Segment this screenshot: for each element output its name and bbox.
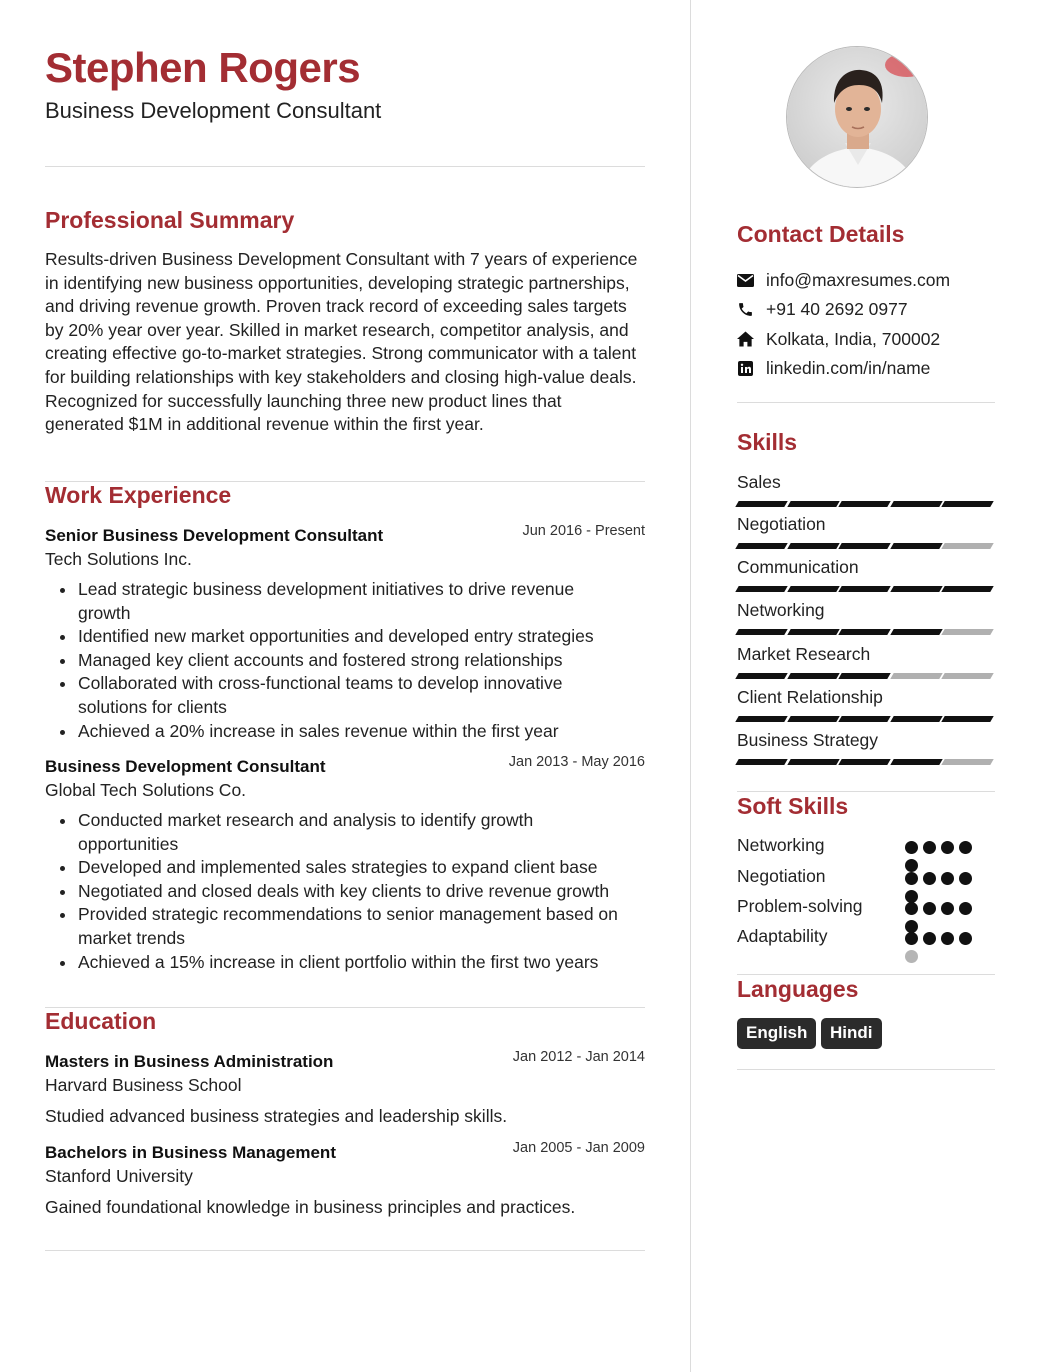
soft-skill-dot-filled [941, 932, 954, 945]
job-bullet: Identified new market opportunities and developed entry strategies [78, 625, 645, 649]
skill-name: Negotiation [737, 514, 826, 534]
skill-bar-filled [838, 759, 890, 765]
skill-bar-empty [942, 673, 994, 679]
skill-bar-filled [890, 543, 942, 549]
job-bullet: Developed and implemented sales strategies to expand client base [78, 856, 645, 880]
job-title: Business Development Consultant [45, 757, 326, 776]
edu-description: Studied advanced business strategies and leadership skills. [45, 1106, 508, 1126]
skill-bar-empty [890, 673, 942, 679]
skill-row [737, 730, 995, 765]
contact-title: Contact Details [737, 221, 905, 247]
skill-bar-filled [787, 501, 839, 507]
skill-bar-filled [838, 673, 890, 679]
skill-level-bar [737, 629, 995, 635]
soft-skill-dot-filled [959, 902, 972, 915]
skill-bar-filled [735, 586, 787, 592]
soft-skill-dot-empty [905, 950, 918, 963]
skill-level-bar [737, 716, 995, 722]
skill-bar-filled [890, 629, 942, 635]
job-bullet: Provided strategic recommendations to senior management based on market trends [78, 903, 645, 950]
skill-row [737, 514, 995, 549]
skill-level-bar [737, 543, 995, 549]
skill-bar-empty [942, 543, 994, 549]
contact-linkedin-text: linkedin.com/in/name [766, 357, 931, 378]
soft-skill-dot-filled [923, 841, 936, 854]
edu-date: Jan 2012 - Jan 2014 [512, 1049, 645, 1065]
language-badge: Hindi [821, 1018, 882, 1049]
skill-bar-filled [838, 586, 890, 592]
contact-address-text: Kolkata, India, 700002 [766, 328, 941, 349]
skill-row [737, 472, 995, 507]
summary-text: Results-driven Business Development Consultant with 7 years of experience in identifying new business opportunities, developing strategic partnerships, and driving revenue growth. Proven track record of exceeding sales targets by 20% year over year. Skilled in market research, competitor analysis, and creating effective go-to-market strategies. Strong communicator with a talent for building relationships with key stakeholders and closing high-value deals. Recognized for successfully launching three new product lines that generated $1M in additional revenue within the first year. [45, 249, 638, 435]
education-entry [45, 1140, 645, 1218]
skill-name: Market Research [737, 644, 871, 664]
skill-level-bar [737, 501, 995, 507]
skill-bar-filled [942, 716, 994, 722]
soft-skill-name: Adaptability [737, 926, 828, 946]
skill-level-bar [737, 673, 995, 679]
job-bullet: Achieved a 15% increase in client portfolio within the first two years [78, 951, 645, 975]
soft-skill-dot-filled [959, 932, 972, 945]
soft-skill-dot-filled [905, 841, 918, 854]
section-divider [737, 1069, 995, 1070]
skill-bar-filled [735, 673, 787, 679]
skill-bar-filled [942, 501, 994, 507]
section-divider [737, 974, 995, 975]
skill-bar-filled [735, 759, 787, 765]
contact-email-text: info@maxresumes.com [766, 269, 951, 290]
skill-bar-filled [890, 501, 942, 507]
soft-skill-dot-filled [959, 841, 972, 854]
soft-skill-row [737, 926, 995, 948]
job-company: Tech Solutions Inc. [45, 549, 192, 569]
soft-skill-name: Negotiation [737, 866, 826, 886]
edu-school: Stanford University [45, 1166, 193, 1186]
contact-linkedin[interactable] [737, 358, 930, 378]
skill-bar-empty [942, 759, 994, 765]
section-divider [737, 402, 995, 403]
job-bullet: Lead strategic business development initiatives to drive revenue growth [78, 578, 645, 625]
soft-skill-row [737, 896, 995, 918]
home-icon [737, 331, 754, 348]
soft-skill-row [737, 866, 995, 888]
job-bullet: Collaborated with cross-functional teams to develop innovative solutions for clients [78, 672, 645, 719]
skill-row [737, 557, 995, 592]
contact-address [737, 329, 940, 349]
job-bullet: Managed key client accounts and fostered strong relationships [78, 649, 645, 673]
language-badge: English [737, 1018, 816, 1049]
skill-bar-filled [838, 629, 890, 635]
skill-bar-filled [787, 759, 839, 765]
soft-skill-name: Problem-solving [737, 896, 863, 916]
soft-skill-dot-filled [923, 872, 936, 885]
skill-bar-filled [838, 501, 890, 507]
skill-bar-filled [838, 716, 890, 722]
soft-skill-dot-filled [905, 872, 918, 885]
skill-bar-filled [787, 629, 839, 635]
job-title: Senior Business Development Consultant [45, 526, 384, 545]
job-bullets [45, 809, 645, 974]
skill-bar-filled [735, 629, 787, 635]
skill-bar-filled [787, 716, 839, 722]
soft-skill-dot-filled [905, 932, 918, 945]
section-divider [737, 791, 995, 792]
soft-skill-dots [905, 841, 972, 854]
candidate-role: Business Development Consultant [45, 98, 382, 123]
column-divider [690, 0, 691, 1372]
soft-skill-dot-filled [905, 902, 918, 915]
edu-degree: Bachelors in Business Management [45, 1143, 336, 1162]
soft-skill-dots [905, 872, 972, 885]
skill-bar-filled [735, 543, 787, 549]
job-bullet: Achieved a 20% increase in sales revenue within the first year [78, 720, 645, 744]
edu-degree: Masters in Business Administration [45, 1052, 334, 1071]
soft-skill-dot-filled [941, 841, 954, 854]
skill-bar-filled [787, 543, 839, 549]
candidate-name: Stephen Rogers [45, 44, 361, 91]
job-bullets [45, 578, 645, 743]
job-date: Jan 2013 - May 2016 [508, 754, 645, 770]
edu-school: Harvard Business School [45, 1075, 242, 1095]
skill-bar-filled [787, 673, 839, 679]
job-entry [45, 754, 645, 974]
job-bullet: Conducted market research and analysis to identify growth opportunities [78, 809, 645, 856]
skills-title: Skills [737, 429, 798, 455]
skill-bar-filled [735, 501, 787, 507]
skill-level-bar [737, 759, 995, 765]
skill-bar-filled [787, 586, 839, 592]
soft-skill-dot-filled [959, 872, 972, 885]
skill-name: Networking [737, 600, 825, 620]
skill-name: Client Relationship [737, 687, 883, 707]
skill-bar-filled [890, 759, 942, 765]
skill-bar-filled [735, 716, 787, 722]
skill-row [737, 687, 995, 722]
envelope-icon [737, 272, 754, 289]
edu-description: Gained foundational knowledge in business principles and practices. [45, 1197, 576, 1217]
job-company: Global Tech Solutions Co. [45, 780, 247, 800]
soft-skill-dot-filled [923, 902, 936, 915]
linkedin-icon [737, 360, 754, 377]
skill-name: Communication [737, 557, 859, 577]
soft-skills-title: Soft Skills [737, 793, 849, 819]
skill-level-bar [737, 586, 995, 592]
soft-skill-dots [905, 902, 972, 915]
contact-phone[interactable] [737, 299, 908, 319]
header-divider [45, 166, 645, 167]
profile-photo [786, 46, 928, 188]
contact-phone-text: +91 40 2692 0977 [766, 298, 908, 319]
soft-skill-name: Networking [737, 835, 825, 855]
job-bullet: Negotiated and closed deals with key clients to drive revenue growth [78, 880, 645, 904]
job-entry [45, 523, 645, 743]
skill-bar-filled [838, 543, 890, 549]
section-divider [45, 1250, 645, 1251]
summary-title: Professional Summary [45, 207, 295, 233]
skill-bar-empty [942, 629, 994, 635]
soft-skill-dot-filled [941, 872, 954, 885]
phone-icon [737, 301, 754, 318]
soft-skill-dot-filled [941, 902, 954, 915]
skill-row [737, 644, 995, 679]
skill-name: Sales [737, 472, 781, 492]
soft-skill-dot-filled [923, 932, 936, 945]
skill-name: Business Strategy [737, 730, 879, 750]
skill-row [737, 600, 995, 635]
contact-email[interactable] [737, 270, 950, 290]
edu-date: Jan 2005 - Jan 2009 [512, 1140, 645, 1156]
languages-title: Languages [737, 976, 859, 1002]
soft-skill-dots [905, 932, 972, 945]
skill-bar-filled [890, 586, 942, 592]
education-entry [45, 1049, 645, 1127]
experience-title: Work Experience [45, 482, 232, 508]
skill-bar-filled [890, 716, 942, 722]
job-date: Jun 2016 - Present [522, 523, 645, 539]
education-title: Education [45, 1008, 157, 1034]
profile-photo-image [787, 47, 928, 188]
soft-skill-row [737, 835, 995, 857]
skill-bar-filled [942, 586, 994, 592]
